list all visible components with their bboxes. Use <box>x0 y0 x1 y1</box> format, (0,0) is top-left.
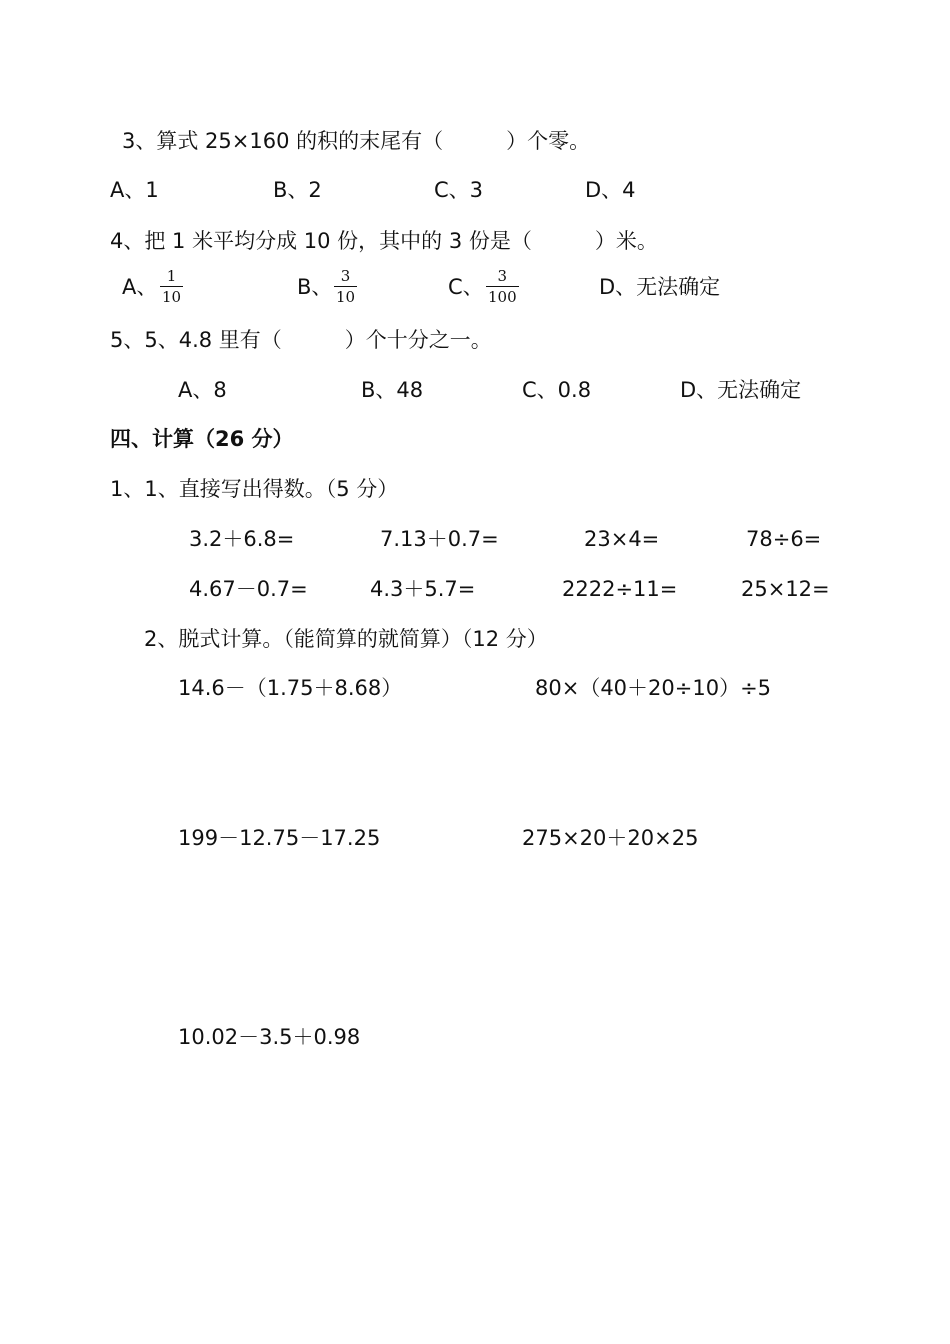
q3-option-a: A、1 <box>110 178 159 202</box>
part2-title: 2、脱式计算。（能简算的就简算）（12 分） <box>144 627 548 651</box>
fraction-bar <box>334 286 357 287</box>
oral-calc-4: 78÷6= <box>746 527 822 551</box>
q4-option-c-fraction <box>486 268 519 305</box>
q5-option-b: B、48 <box>361 378 424 402</box>
q4-option-d: D、无法确定 <box>599 275 721 299</box>
oral-calc-6: 4.3＋5.7= <box>370 577 476 601</box>
q5-option-c: C、0.8 <box>522 378 592 402</box>
q4-option-b-fraction <box>334 268 357 305</box>
section-title: 四、计算（26 分） <box>110 427 294 451</box>
q5-option-d: D、无法确定 <box>680 378 802 402</box>
fraction-numerator: 3 <box>340 267 351 285</box>
q4-stem: 4、把 1 米平均分成 10 份，其中的 3 份是（ ）米。 <box>110 229 658 253</box>
fraction-bar <box>160 286 183 287</box>
step-calc-4: 275×20＋20×25 <box>522 826 699 850</box>
q3-option-c: C、3 <box>434 178 484 202</box>
fraction-denominator: 100 <box>488 288 517 306</box>
oral-calc-7: 2222÷11= <box>562 577 678 601</box>
q4-option-a-label: A、 <box>122 275 158 299</box>
fraction-numerator: 1 <box>166 267 177 285</box>
fraction-bar <box>486 286 519 287</box>
q5-option-a: A、8 <box>178 378 227 402</box>
step-calc-3: 199－12.75－17.25 <box>178 826 381 850</box>
fraction-denominator: 10 <box>162 288 182 306</box>
oral-calc-5: 4.67－0.7= <box>189 577 308 601</box>
part1-title: 1、1、直接写出得数。（5 分） <box>110 477 399 501</box>
oral-calc-1: 3.2＋6.8= <box>189 527 295 551</box>
oral-calc-2: 7.13＋0.7= <box>380 527 499 551</box>
fraction-numerator: 3 <box>497 267 508 285</box>
oral-calc-8: 25×12= <box>741 577 830 601</box>
q4-option-a-fraction <box>160 268 183 305</box>
q5-stem: 5、5、4.8 里有（ ）个十分之一。 <box>110 328 492 352</box>
oral-calc-3: 23×4= <box>584 527 660 551</box>
step-calc-5: 10.02－3.5＋0.98 <box>178 1025 361 1049</box>
q3-option-d: D、4 <box>585 178 636 202</box>
step-calc-1: 14.6－（1.75＋8.68） <box>178 676 403 700</box>
step-calc-2: 80×（40＋20÷10）÷5 <box>535 676 772 700</box>
q4-option-c-label: C、 <box>448 275 484 299</box>
fraction-denominator: 10 <box>336 288 356 306</box>
q3-stem: 3、算式 25×160 的积的末尾有（ ）个零。 <box>122 129 591 153</box>
q3-option-b: B、2 <box>273 178 322 202</box>
q4-option-b-label: B、 <box>297 275 333 299</box>
